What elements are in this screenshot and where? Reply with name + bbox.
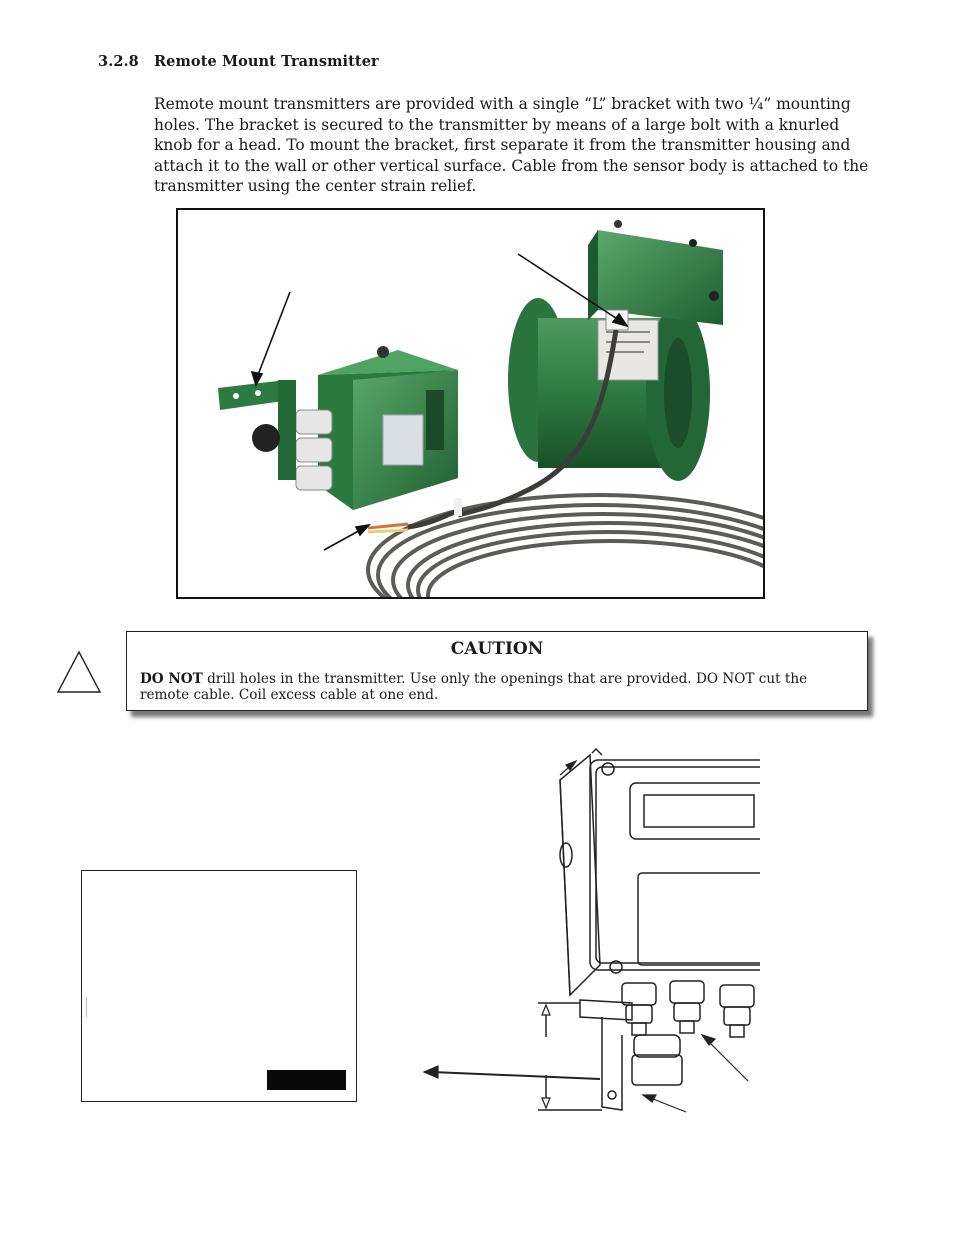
wire-leads bbox=[368, 498, 463, 532]
transmitter-photo bbox=[176, 208, 765, 599]
caution-box bbox=[126, 631, 868, 711]
warning-triangle-icon bbox=[56, 650, 102, 698]
caution-title: CAUTION bbox=[450, 639, 544, 659]
transmitter-photo-illustration bbox=[178, 210, 763, 597]
black-bar bbox=[267, 1070, 346, 1090]
dimension-table-box bbox=[81, 870, 357, 1102]
caution-emphasis: DO NOT bbox=[140, 671, 203, 687]
body-paragraph: Remote mount transmitters are provided with a single “L” bracket with two ¼” mounting holes. The bracket is secured to the transmitter by means of a large bolt with a knurled knob for a head. To mount the bracket, first separate it from the transmitter housing and attach it to the wall or other vertical surface. Cable from the sensor body is attached to the transmitter using the center strain relief. bbox=[154, 95, 869, 196]
box-mark bbox=[86, 997, 87, 1017]
coiled-cable bbox=[368, 495, 763, 597]
caution-text bbox=[140, 671, 852, 704]
l-bracket bbox=[218, 380, 296, 480]
cable-glands bbox=[296, 410, 332, 490]
section-title: Remote Mount Transmitter bbox=[154, 53, 379, 70]
section-heading bbox=[98, 53, 379, 70]
transmitter-line-drawing bbox=[420, 745, 760, 1125]
caution-body: drill holes in the transmitter. Use only the openings that are provided. DO NOT cut the remote cable. Coil excess cable at one end. bbox=[140, 671, 808, 704]
transmitter-housing bbox=[318, 346, 458, 510]
section-number: 3.2.8 bbox=[98, 53, 139, 70]
